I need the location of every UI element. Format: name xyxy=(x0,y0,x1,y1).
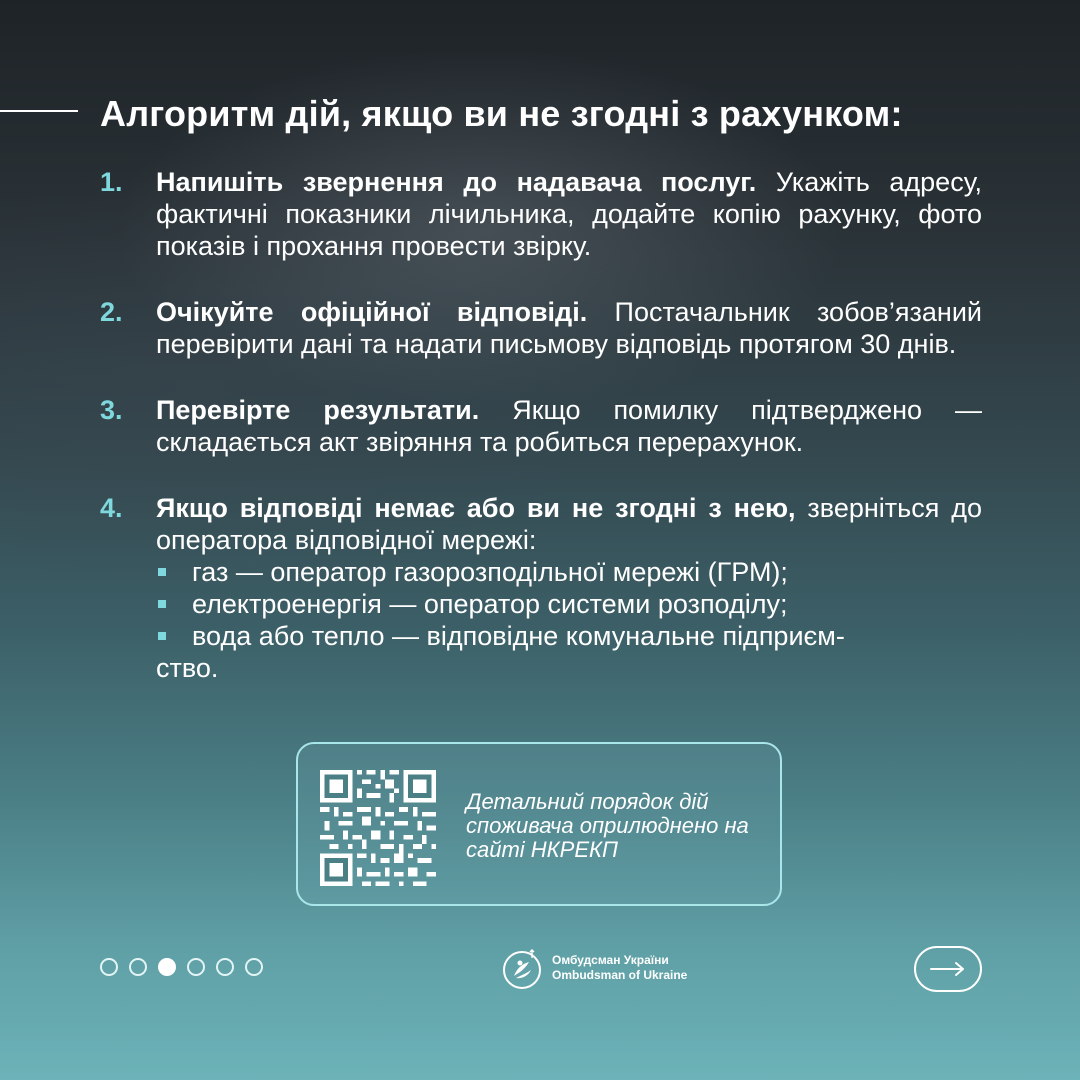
page-dot[interactable] xyxy=(245,958,263,976)
list-item xyxy=(156,588,982,620)
logo xyxy=(500,946,687,990)
step-text: Укажіть адресу, фактичні показники лічильника, додайте копію рахунку, фото показів і прохання провести звірку. xyxy=(156,167,982,261)
list-item-text: електроенергія — оператор системи розподілу; xyxy=(192,589,788,619)
page-title: Алгоритм дій, якщо ви не згодні з рахунком: xyxy=(100,93,903,134)
page-dot-active[interactable] xyxy=(158,958,176,976)
network-operators-list xyxy=(156,556,982,652)
decorative-line xyxy=(0,110,78,112)
bullet-square-icon xyxy=(158,568,166,576)
list-item xyxy=(156,620,982,652)
steps-list xyxy=(100,166,982,684)
step-text: зверніться до оператора відповідної мережі: xyxy=(156,493,982,555)
info-card[interactable] xyxy=(296,742,782,906)
step-heading: Якщо відповіді немає або ви не згодні з нею, xyxy=(156,493,796,523)
list-item-text: вода або тепло — відповідне комунальне підприєм- xyxy=(192,621,845,651)
page-dot[interactable] xyxy=(187,958,205,976)
step-text: Якщо помилку підтверджено — складається акт звіряння та робиться перерахунок. xyxy=(156,395,982,457)
logo-line-en: Ombudsman of Ukraine xyxy=(552,968,688,982)
card-text[interactable]: Детальний порядок дій споживача оприлюднено на сайті НКРЕКП xyxy=(466,789,749,862)
step-number: 3. xyxy=(100,395,123,425)
bullet-square-icon xyxy=(158,600,166,608)
bullet-square-icon xyxy=(158,632,166,640)
page-dot[interactable] xyxy=(216,958,234,976)
step-1 xyxy=(100,166,982,262)
page-dot[interactable] xyxy=(100,958,118,976)
step-2 xyxy=(100,296,982,360)
qr-code-icon[interactable] xyxy=(320,770,436,886)
step-number: 4. xyxy=(100,493,123,523)
list-item-continuation: ство. xyxy=(156,653,219,683)
step-text: Постачальник зобов’язаний перевірити дані та надати письмову відповідь протягом 30 днів. xyxy=(156,297,982,359)
arrow-right-icon xyxy=(930,961,966,977)
pagination-dots xyxy=(100,958,263,976)
next-button[interactable] xyxy=(914,946,982,992)
page-dot[interactable] xyxy=(129,958,147,976)
step-heading: Напишіть звернення до надавача послуг. xyxy=(156,167,757,197)
step-number: 2. xyxy=(100,297,123,327)
list-item xyxy=(156,556,982,588)
ombudsman-logo-icon xyxy=(500,946,544,990)
step-heading: Очікуйте офіційної відповіді. xyxy=(156,297,588,327)
logo-line-ua: Омбудсман України xyxy=(552,953,669,967)
list-item-text: газ — оператор газорозподільної мережі (ГРМ); xyxy=(192,557,788,587)
step-number: 1. xyxy=(100,167,123,197)
step-4 xyxy=(100,492,982,684)
step-3 xyxy=(100,394,982,458)
logo-text xyxy=(552,953,687,983)
step-heading: Перевірте результати. xyxy=(156,395,480,425)
